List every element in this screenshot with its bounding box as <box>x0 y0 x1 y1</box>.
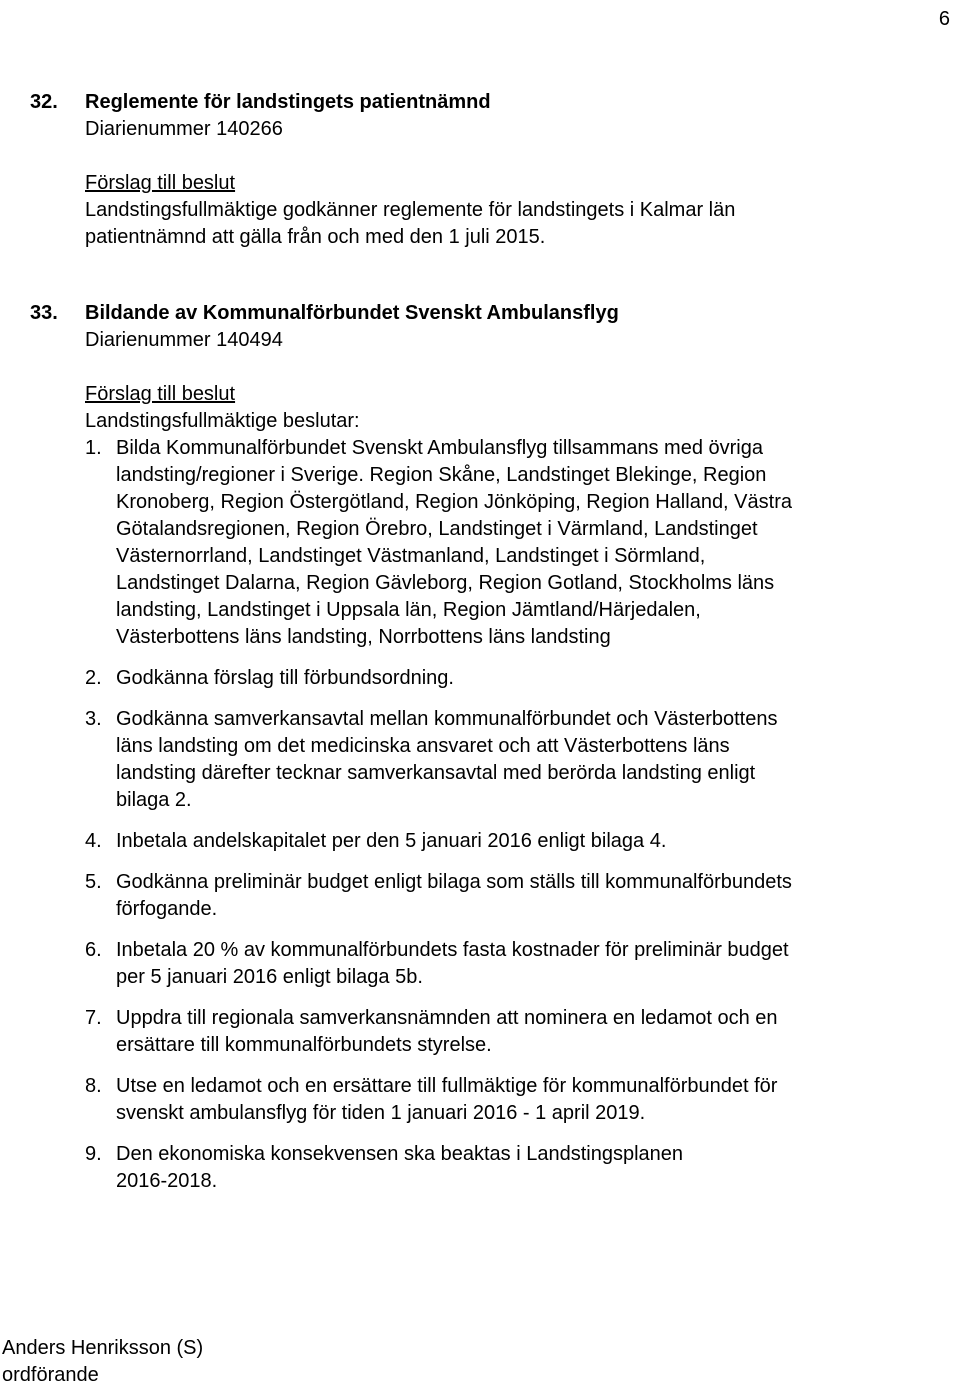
decision-text-line: Landstingsfullmäktige godkänner reglemente för landstingets i Kalmar län <box>85 199 736 221</box>
diarie-number: Diarienummer 140266 <box>85 118 283 140</box>
decision-item <box>85 869 945 923</box>
decision-number: 5. <box>85 871 102 893</box>
decision-line: Bilda Kommunalförbundet Svenskt Ambulansflyg tillsammans med övriga <box>116 437 763 459</box>
decision-line: ersättare till kommunalförbundets styrelse. <box>116 1034 492 1056</box>
page-number: 6 <box>938 8 950 30</box>
decision-item <box>85 1005 945 1059</box>
decision-number: 3. <box>85 708 102 730</box>
decision-line: Utse en ledamot och en ersättare till fullmäktige för kommunalförbundet för <box>116 1075 778 1097</box>
decision-line: Den ekonomiska konsekvensen ska beaktas i Landstingsplanen <box>116 1143 684 1165</box>
decision-line: svenskt ambulansflyg för tiden 1 januari 2016 - 1 april 2019. <box>116 1102 646 1124</box>
proposal-heading: Förslag till beslut <box>85 172 236 194</box>
decision-item <box>85 706 945 814</box>
decision-line: 2016-2018. <box>116 1170 218 1192</box>
decision-number: 7. <box>85 1007 102 1029</box>
decision-line: Inbetala andelskapitalet per den 5 januari 2016 enligt bilaga 4. <box>116 830 667 852</box>
decision-line: Uppdra till regionala samverkansnämnden att nominera en ledamot och en <box>116 1007 778 1029</box>
decision-line: Västerbottens läns landsting, Norrbottens läns landsting <box>116 626 611 648</box>
decision-line: Landstinget Dalarna, Region Gävleborg, Region Gotland, Stockholms läns <box>116 572 775 594</box>
item-number: 32. <box>30 91 58 113</box>
decision-list <box>85 435 945 1195</box>
decision-number: 6. <box>85 939 102 961</box>
decision-line: Kronoberg, Region Östergötland, Region Jönköping, Region Halland, Västra <box>116 491 792 513</box>
decision-intro: Landstingsfullmäktige beslutar: <box>85 410 360 432</box>
decision-number: 1. <box>85 437 102 459</box>
item-title: Bildande av Kommunalförbundet Svenskt Ambulansflyg <box>85 302 619 324</box>
decision-line: Inbetala 20 % av kommunalförbundets fasta kostnader för preliminär budget <box>116 939 789 961</box>
decision-line: per 5 januari 2016 enligt bilaga 5b. <box>116 966 423 988</box>
decision-item <box>85 1141 945 1195</box>
decision-item <box>85 435 945 651</box>
decision-line: läns landsting om det medicinska ansvaret och att Västerbottens läns <box>116 735 730 757</box>
decision-line: Godkänna samverkansavtal mellan kommunalförbundet och Västerbottens <box>116 708 778 730</box>
decision-line: landsting därefter tecknar samverkansavtal med berörda landsting enligt <box>116 762 756 784</box>
decision-number: 9. <box>85 1143 102 1165</box>
decision-item <box>85 665 945 692</box>
signatory-name: Anders Henriksson (S) <box>2 1337 204 1359</box>
item-title: Reglemente för landstingets patientnämnd <box>85 91 491 113</box>
decision-item <box>85 937 945 991</box>
decision-line: Götalandsregionen, Region Örebro, Landstinget i Värmland, Landstinget <box>116 518 758 540</box>
decision-number: 4. <box>85 830 102 852</box>
decision-line: landsting, Landstinget i Uppsala län, Region Jämtland/Härjedalen, <box>116 599 701 621</box>
decision-number: 2. <box>85 667 102 689</box>
decision-line: Godkänna förslag till förbundsordning. <box>116 667 454 689</box>
decision-item <box>85 828 945 855</box>
decision-line: landsting/regioner i Sverige. Region Skåne, Landstinget Blekinge, Region <box>116 464 767 486</box>
signature-block <box>2 1335 203 1389</box>
item-number: 33. <box>30 302 58 324</box>
diarie-number: Diarienummer 140494 <box>85 329 283 351</box>
decision-line: Godkänna preliminär budget enligt bilaga som ställs till kommunalförbundets <box>116 871 792 893</box>
decision-item <box>85 1073 945 1127</box>
signatory-role: ordförande <box>2 1364 99 1386</box>
decision-number: 8. <box>85 1075 102 1097</box>
decision-line: bilaga 2. <box>116 789 192 811</box>
decision-line: Västernorrland, Landstinget Västmanland, Landstinget i Sörmland, <box>116 545 706 567</box>
decision-line: förfogande. <box>116 898 218 920</box>
proposal-heading: Förslag till beslut <box>85 383 236 405</box>
decision-text-line: patientnämnd att gälla från och med den 1 juli 2015. <box>85 226 546 248</box>
